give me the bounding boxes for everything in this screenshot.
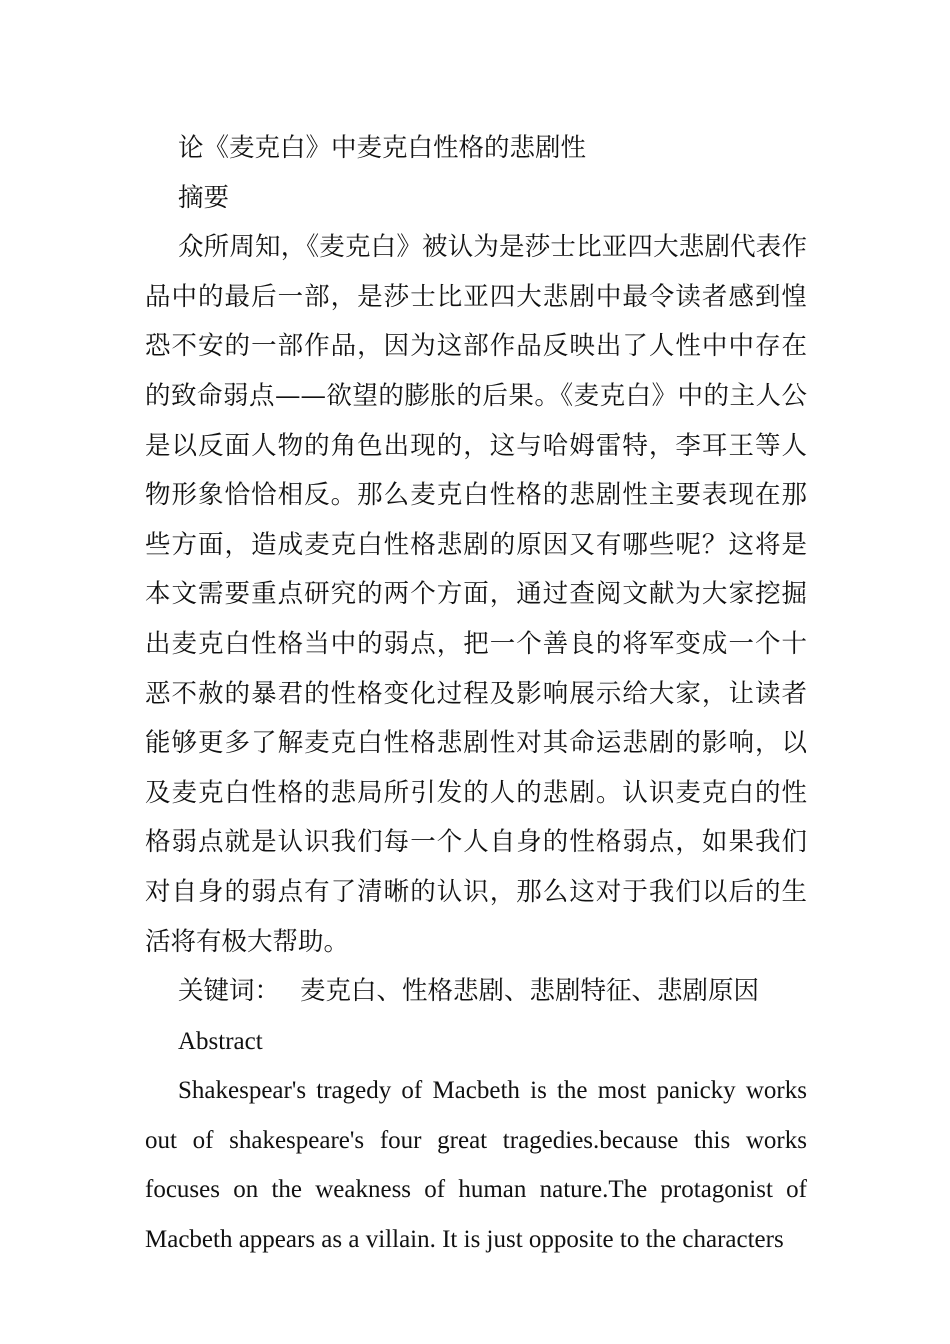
keywords-label: 关键词： — [178, 976, 281, 1007]
keywords-text: 麦克白、性格悲剧、悲剧特征、悲剧原因 — [300, 976, 760, 1007]
document-title: 论《麦克白》中麦克白性格的悲剧性 — [178, 133, 587, 163]
abstract-heading-cn: 摘要 — [178, 182, 230, 213]
abstract-body-en: Shakespear's tragedy of Macbeth is the most panicky works out of shakespeare's four great tragedies.because this works focuses on the weakness of human nature.The protagonist of Macbeth appears as a villain. It is just opposite to the characters — [145, 1077, 807, 1254]
keywords-line — [145, 967, 807, 1017]
document-page — [145, 124, 807, 1265]
abstract-heading-en: Abstract — [178, 1027, 263, 1055]
abstract-body-cn: 众所周知，《麦克白》被认为是莎士比亚四大悲剧代表作品中的最后一部，是莎士比亚四大悲剧中最令读者感到惶恐不安的一部作品，因为这部作品反映出了人性中中存在的致命弱点——欲望的膨胀的后果。《麦克白》中的主人公是以反面人物的角色出现的，这与哈姆雷特，李耳王等人物形象恰恰相反。那么麦克白性格的悲剧性主要表现在那些方面，造成麦克白性格悲剧的原因又有哪些呢？这将是本文需要重点研究的两个方面，通过查阅文献为大家挖掘出麦克白性格当中的弱点，把一个善良的将军变成一个十恶不赦的暴君的性格变化过程及影响展示给大家，让读者能够更多了解麦克白性格悲剧性对其命运悲剧的影响，以及麦克白性格的悲局所引发的人的悲剧。认识麦克白的性格弱点就是认识我们每一个人自身的性格弱点，如果我们对自身的弱点有了清晰的认识，那么这对于我们以后的生活将有极大帮助。 — [145, 232, 807, 957]
